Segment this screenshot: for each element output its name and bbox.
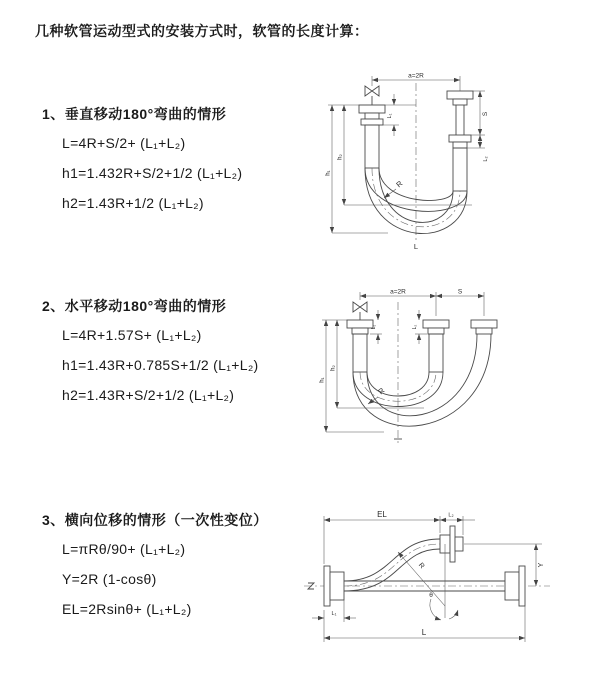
left-flange-hub [330, 572, 344, 600]
dim-label-radius: R [416, 561, 426, 571]
radius-line [398, 552, 445, 606]
diagram-vertical-180-bend [310, 65, 525, 255]
dim-label-width: a=2R [390, 288, 406, 296]
right-fitting-neck [453, 99, 467, 105]
formula-l: L=4R+1.57S+ (L₁+L₂) [62, 327, 202, 343]
dim-label-h2: h₂ [330, 365, 337, 371]
formula-l: L=πRθ/90+ (L₁+L₂) [62, 541, 186, 557]
dim-label-l1: L₁ [371, 324, 377, 330]
dim-label-l1: L₁ [387, 113, 393, 119]
radius-leader [384, 189, 396, 198]
dim-label-h1: h₁ [325, 170, 332, 176]
middle-fitting [423, 320, 449, 328]
dim-label-width: a=2R [408, 72, 424, 80]
hose-curve [367, 334, 477, 416]
left-braided-hose [365, 125, 379, 168]
left-fitting [347, 320, 373, 328]
formula-h2: h2=1.43R+S/2+1/2 (L₁+L₂) [62, 387, 235, 403]
section-3-heading: 3、横向位移的情形（一次性变位） [42, 512, 268, 528]
diagram-horizontal-180-bend [312, 282, 547, 457]
left-flange [324, 566, 330, 606]
hose-drawing [347, 302, 497, 444]
left-fitting-neck [352, 328, 368, 334]
dim-label-length: L [421, 628, 427, 637]
hose-drawing [359, 83, 473, 241]
right-fitting-top [447, 91, 473, 99]
right-fitting [471, 320, 497, 328]
dim-label-el: EL [377, 510, 387, 519]
dim-label-radius: R [394, 178, 405, 190]
upper-flange-stub [455, 537, 463, 551]
hose-curve [353, 334, 491, 426]
middle-fitting-neck [428, 328, 444, 334]
right-braided-hose [453, 148, 467, 191]
angle-arc [449, 610, 458, 619]
dim-label-h2: h₂ [337, 154, 344, 160]
right-flange [519, 566, 525, 606]
upper-flange [450, 526, 455, 562]
valve-icon [365, 86, 379, 96]
right-flange-hub [505, 572, 519, 600]
section-2 [42, 296, 259, 417]
angle-arc [430, 599, 441, 620]
dim-label-s: S [482, 111, 489, 117]
valve-icon [353, 302, 367, 312]
dim-label-s: S [457, 288, 463, 296]
formula-h1: h1=1.432R+S/2+1/2 (L₁+L₂) [62, 165, 243, 181]
left-fitting-neck [365, 113, 379, 119]
dim-label-l2: L₂ [448, 512, 454, 519]
dim-label-l2: L₂ [483, 156, 489, 162]
hose-drawing [304, 526, 550, 620]
middle-braided-hose [429, 334, 443, 372]
right-fitting-neck [476, 328, 492, 334]
formula-el: EL=2Rsinθ+ (L₁+L₂) [62, 601, 192, 617]
dim-label-radius: R [376, 385, 387, 397]
dim-label-l2: L₂ [412, 324, 418, 330]
formula-h2: h2=1.43R+1/2 (L₁+L₂) [62, 195, 204, 211]
dim-label-l1: L₁ [331, 611, 337, 617]
page-title: 几种软管运动型式的安装方式时，软管的长度计算： [35, 23, 369, 39]
dim-label-y: Y [538, 562, 545, 568]
dim-label-length: L [413, 242, 419, 251]
left-fitting [359, 105, 385, 113]
hose-curve [344, 549, 440, 591]
section-3 [42, 510, 268, 631]
formula-h1: h1=1.43R+0.785S+1/2 (L₁+L₂) [62, 357, 259, 373]
section-2-heading: 2、水平移动180°弯曲的情形 [42, 298, 227, 314]
dimension-lines [320, 289, 485, 433]
dim-label-h1: h₁ [319, 377, 326, 383]
section-1 [42, 104, 242, 225]
left-braided-hose [353, 334, 367, 372]
right-fitting-lower [449, 135, 471, 142]
right-fitting-lower-neck [453, 142, 467, 148]
diagram-lateral-displacement [298, 506, 560, 656]
formula-y: Y=2R (1-cosθ) [62, 571, 157, 587]
left-fitting-collar [361, 119, 383, 125]
section-1-heading: 1、垂直移动180°弯曲的情形 [42, 106, 227, 122]
formula-l: L=4R+S/2+ (L₁+L₂) [62, 135, 186, 151]
dim-label-theta: θ [429, 592, 433, 599]
